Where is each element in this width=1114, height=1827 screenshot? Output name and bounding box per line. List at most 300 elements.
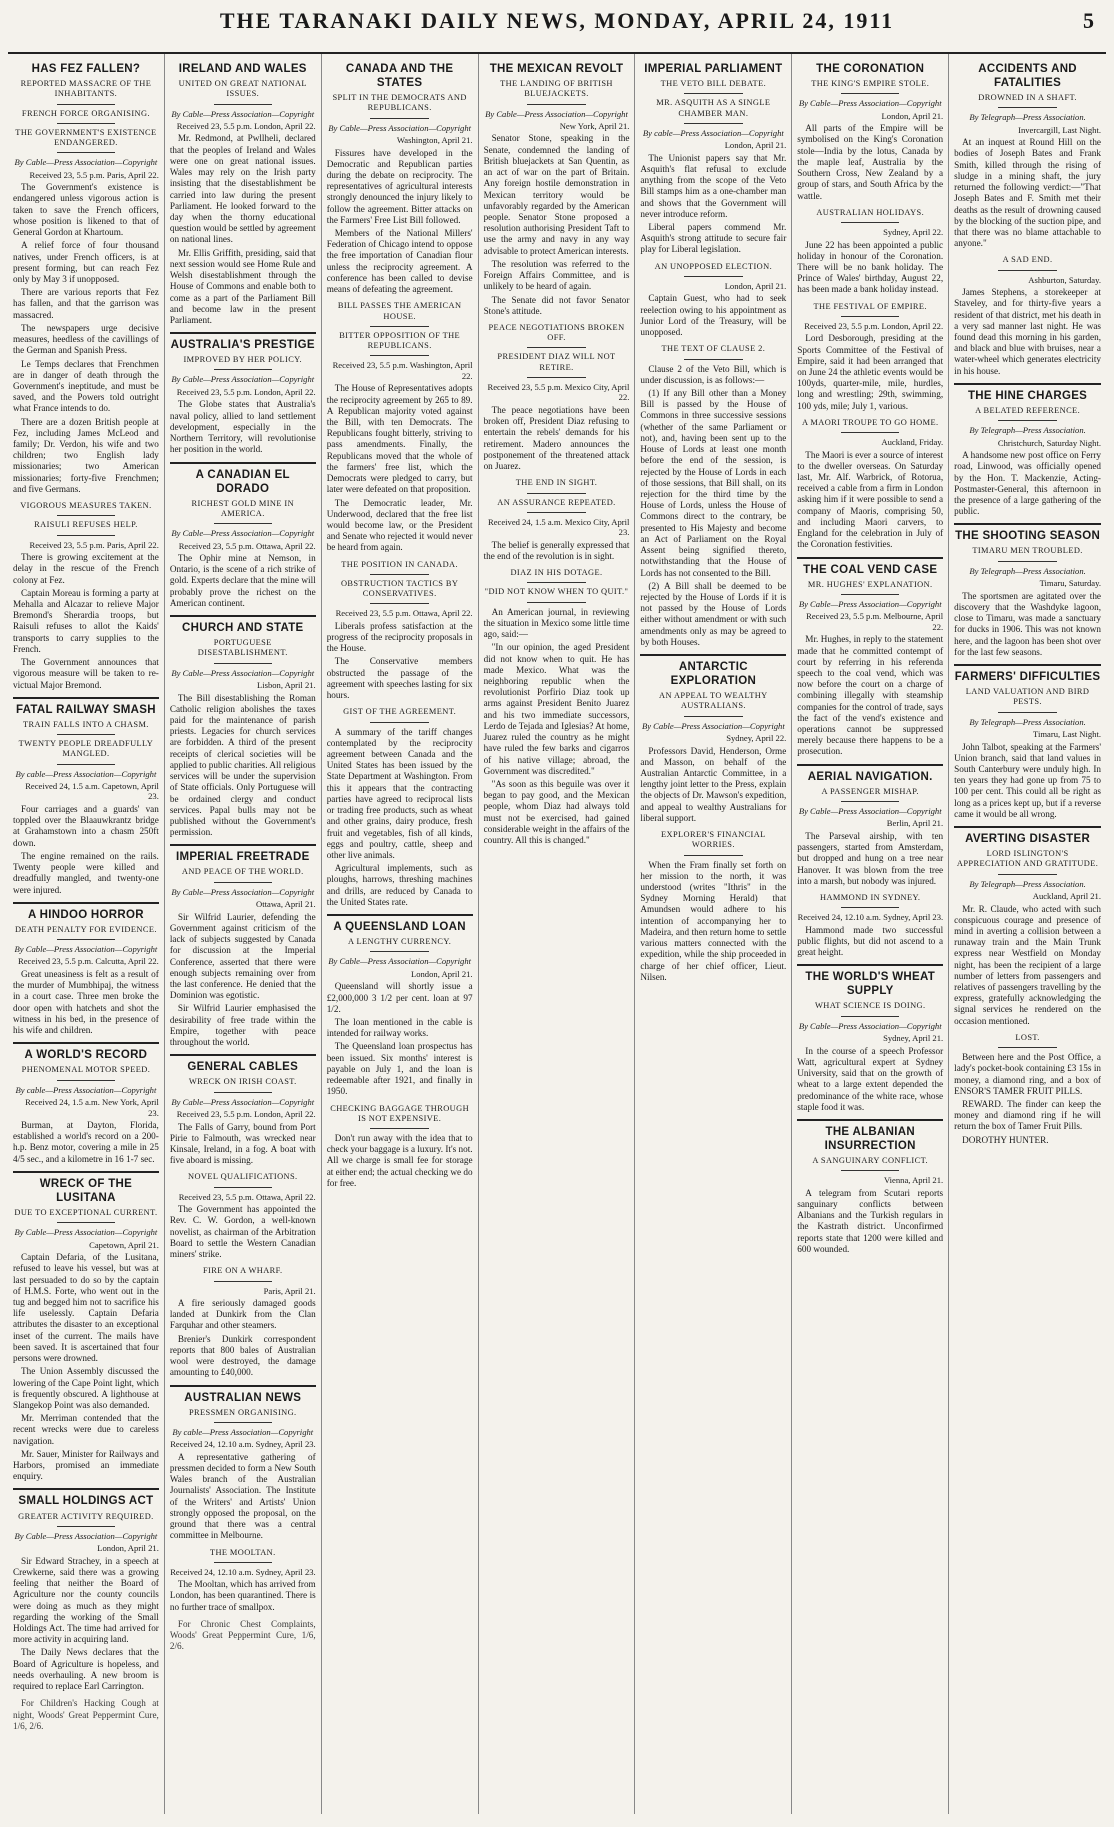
headline-rule: [13, 1042, 159, 1044]
article-paragraph: A summary of the tariff changes contemplated by the reciprocity agreement between Canada and the United States has been issued by the State Department at Washington. From this it appears that the contracting parties have agreed to reciprocal lists or trading free products, such as wheat and other grains, dairy produce, fresh fruit and vegetables, fish of all kinds, eggs and poultry, cattle, sheep and other live animals.: [326, 726, 473, 861]
article-dateline: Lisbon, April 21.: [256, 680, 316, 691]
subheading-rule: [214, 1281, 272, 1282]
article-subheading: PHENOMENAL MOTOR SPEED.: [21, 1065, 151, 1075]
article-dateline: Timaru, Last Night.: [1033, 729, 1101, 740]
article-paragraph: Senator Stone, speaking in the Senate, condemned the landing of British bluejackets at San Quentin, as an act of war on the part of Britain. Any foreign hostile demonstration in Mexican territory would be unfavorably regarded by the American people. Senator Stone proposed a resolution authorising President Taft to use the army and navy in any way advisable to protect American interests.: [483, 133, 630, 256]
subheading-rule: [370, 1128, 428, 1129]
headline-rule: [170, 462, 316, 464]
article-headline: HAS FEZ FALLEN?: [31, 63, 141, 75]
subheading-rule: [57, 123, 115, 124]
article-headline: AVERTING DISASTER: [965, 833, 1091, 846]
article-byline: By Telegraph—Press Association.: [969, 112, 1086, 123]
article-paragraph: The Bill disestablishing the Roman Catholic religion abolishes the taxes paid for the maintenance of parish priests. Legacies for church services are forbidden. A third of the present receipts of clerical societies will be applied to public charities. All religious services will be under the supervision of State officials. Only Portuguese will be ordained clergy and conduct services. Papal bulls may not be published without the Government's permission.: [169, 692, 316, 838]
article-dateline: Berlin, April 21.: [886, 818, 944, 829]
article-subheading: PORTUGUESE DISESTABLISHMENT.: [197, 638, 288, 658]
article-paragraph: A relief force of four thousand natives, under French officers, is at present forming, but can reach Fez only by May 3 if unopposed.: [13, 240, 159, 284]
article-subheading: AUSTRALIAN HOLIDAYS.: [816, 207, 925, 217]
article-byline: By Cable—Press Association—Copyright: [171, 528, 315, 539]
article-byline: By cable—Press Association—Copyright: [172, 1426, 314, 1437]
headline-rule: [170, 615, 316, 617]
article-body: [170, 553, 316, 609]
subheading-rule: [214, 1092, 272, 1093]
article-body: [327, 727, 473, 909]
article-paragraph: A handsome new post office on Ferry road, Linwood, was officially opened by the Hon. T. Mackenzie, Acting-Postmaster-General, this afternoon in the presence of a large gathering of the public.: [954, 450, 1101, 517]
article-headline: WRECK OF THE LUSITANA: [39, 1177, 133, 1204]
article-body: [797, 240, 943, 296]
article-paragraph: The loan mentioned in the cable is intended for railway works.: [326, 1017, 473, 1039]
article-byline: By Cable—Press Association—Copyright: [798, 1020, 942, 1031]
column-3: [322, 54, 479, 1814]
article-body: [484, 540, 630, 562]
article-paragraph: Clause 2 of the Veto Bill, which is under discussion, is as follows:—: [640, 363, 787, 385]
article-dateline: Christchurch, Saturday Night.: [997, 437, 1101, 448]
article-paragraph: James Stephens, a storekeeper at Staveley, and for thirty-five years a resident of that district, met his death in a very sad manner last night. He was found dead this morning in his garden, and black and blue with bruises, near a water-wheel which generates electricity in his house.: [954, 287, 1101, 376]
advertisement: [13, 1698, 159, 1732]
subheading-rule: [214, 1422, 272, 1423]
article-body: [170, 1579, 316, 1613]
article: [484, 478, 630, 562]
article: [13, 902, 159, 1037]
subheading-rule: [998, 270, 1057, 271]
article-subheading: A LENGTHY CURRENCY.: [348, 937, 452, 947]
article-dateline: Received 24, 1.5 a.m. Capetown, April 23.: [25, 781, 159, 802]
article: [170, 462, 316, 610]
article-byline: By Telegraph—Press Association.: [969, 878, 1086, 889]
article-byline: By Cable—Press Association—Copyright: [14, 943, 158, 954]
article-subheading: THE KING'S EMPIRE STOLE.: [811, 79, 930, 89]
article-dateline: New York, April 21.: [559, 121, 630, 131]
article-byline: By Cable—Press Association—Copyright: [171, 1096, 315, 1107]
article-body: [170, 912, 316, 1049]
article-subheading: AND PEACE OF THE WORLD.: [181, 867, 304, 877]
article-subheading: AN APPEAL TO WEALTHY AUSTRALIANS.: [659, 691, 768, 711]
article-subheading: MR. ASQUITH AS A SINGLE CHAMBER MAN.: [656, 98, 771, 118]
article-subheading: HAMMOND IN SYDNEY.: [820, 893, 921, 903]
article-byline: By Cable—Press Association—Copyright: [14, 157, 158, 168]
article-body: [13, 804, 159, 896]
subheading-rule: [841, 907, 899, 908]
article-paragraph: Mr. Redmond, at Pwllheli, declared that the peoples of Ireland and Wales were one on great national issues. Wales may rely on the Irish party insisting that the disestablishment be carried into law during the present Parliament. He looked forward to the day when the thorny educational question would be settled by agreement on national lines.: [169, 133, 316, 245]
article-headline: AUSTRALIA'S PRESTIGE: [170, 339, 315, 352]
article-subheading: A SAD END.: [1002, 255, 1053, 265]
subheading-rule: [57, 939, 115, 940]
article-body: [954, 1052, 1101, 1146]
article: [640, 62, 786, 256]
article-dateline: Received 23, 5.5 p.m. Mexico City, April 22.: [487, 381, 630, 403]
article-body: [954, 287, 1101, 377]
article-headline: AUSTRALIAN NEWS: [184, 1391, 302, 1404]
article-body: [797, 925, 943, 959]
article-subheading: MR. HUGHES' EXPLANATION.: [807, 579, 933, 589]
article: [13, 697, 159, 896]
article-paragraph: Mr. Hughes, in reply to the statement made that he committed contempt of court by referring in his referenda speech to the coal vend, which was now before the court on a charge of combining illegally with steamship companies for the control of trade, says the fact of the vend's existence and operations cannot be suppressed merely because there happens to be a prosecution.: [797, 634, 944, 757]
subheading-rule: [998, 874, 1057, 875]
subheading-rule: [370, 118, 428, 119]
subheading-rule: [527, 377, 585, 378]
subheading-rule: [684, 123, 742, 124]
subheading-rule: [998, 1047, 1057, 1048]
article-dateline: Received 23, 5.5 p.m. Paris, April 22.: [29, 539, 159, 550]
article-body: [484, 405, 630, 472]
article-dateline: Auckland, Friday.: [881, 437, 944, 448]
subheading-rule: [57, 1222, 115, 1223]
article-body: [327, 621, 473, 702]
article-paragraph: The House of Representatives adopts the reciprocity agreement by 265 to 89. A Republican majority voted against the Bill, with ten Democrats. The Republicans fought bitterly, striving to pass amendments. Finally, the Republicans moved that the whole of the farmers' free list, which the Democrats were pledged to carry, but later were defeated on that proposition.: [326, 383, 473, 495]
article-body: [484, 133, 630, 317]
article-byline: By Cable—Press Association—Copyright: [171, 886, 315, 897]
article-headline: CHURCH AND STATE: [182, 622, 304, 635]
article-subheading: REPORTED MASSACRE OF THE INHABITANTS.: [20, 79, 152, 99]
advertisement-text: For Children's Hacking Cough at night, Woods' Great Peppermint Cure, 1/6, 2/6.: [13, 1698, 159, 1731]
article-paragraph: The Mooltan, which has arrived from London, has been quarantined. There is no further trace of smallpox.: [169, 1579, 316, 1612]
subheading-rule: [841, 1016, 899, 1017]
subheading-rule: [57, 535, 115, 536]
article-body: [327, 981, 473, 1097]
article: [954, 255, 1101, 376]
article-headline: A CANADIAN EL DORADO: [195, 468, 290, 495]
article-subheading: LOST.: [1015, 1032, 1040, 1042]
article: [797, 557, 943, 758]
article-headline: AERIAL NAVIGATION.: [807, 770, 933, 783]
article-paragraph: Burman, at Dayton, Florida, established a world's record on a 200-h.p. Benz motor, covering a mile in 25 4/5 sec., and a kilometre in 16 1-7 sec.: [13, 1119, 159, 1164]
article-subheading: DUE TO EXCEPTIONAL CURRENT.: [14, 1207, 158, 1217]
article-dateline: Paris, April 21.: [263, 1285, 316, 1296]
article: [484, 568, 630, 846]
article-subheading: TRAIN FALLS INTO A CHASM.: [23, 719, 149, 729]
subheading-rule: [841, 432, 899, 433]
article-paragraph: DOROTHY HUNTER.: [962, 1134, 1049, 1145]
article: [170, 1385, 316, 1542]
article-paragraph: There are a dozen British people at Fez, including James McLeod and family; Dr. Verdon, his wife and two children; two English lady missionaries; two American missionaries; forty-five Frenchmen; and five Germans.: [13, 416, 159, 494]
article-headline: THE MEXICAN REVOLT: [489, 63, 624, 75]
article-body: [954, 137, 1101, 249]
article-paragraph: Sir Edward Strachey, in a speech at Crewkerne, said there was a growing feeling that neither the Board of Agriculture nor the county councils were doing as much as they might regarding the working of the Small Holdings Act. The time had arrived for more activity in acquiring land.: [13, 1555, 159, 1645]
article-headline: A QUEENSLAND LOAN: [333, 921, 466, 934]
page-number: 5: [1083, 8, 1094, 33]
article-body: [170, 133, 316, 326]
newspaper-title: THE TARANAKI DAILY NEWS, MONDAY, APRIL 24, 1911: [219, 8, 895, 33]
article-dateline: London, April 21.: [97, 1543, 159, 1554]
article-paragraph: The Maori is ever a source of interest to the dweller overseas. On Saturday last, Mr. Alf. Warbrick, of Rotorua, received a cable from a firm in London asking him if it were possible to send a company of Maoris, comprising 50, and including Maori carvers, to England for the celebration in July of the Coronation festivities.: [797, 449, 944, 550]
headline-rule: [797, 764, 943, 766]
article-headline: GENERAL CABLES: [187, 1061, 299, 1074]
article: [797, 764, 943, 887]
subheading-rule: [527, 512, 585, 513]
article-body: [13, 1252, 159, 1482]
subheading-rule: [214, 663, 272, 664]
article-body: [797, 1046, 943, 1113]
article-subheading: A MAORI TROUPE TO GO HOME.: [801, 417, 939, 427]
headline-rule: [13, 1488, 159, 1490]
article-subheading: THE POSITION IN CANADA.: [341, 559, 458, 569]
article-paragraph: The Falls of Garry, bound from Port Pirie to Falmouth, was wrecked near Kinsale, Ireland, in a fog. A boat with five aboard is missing.: [169, 1121, 316, 1166]
headline-rule: [13, 1171, 159, 1173]
subheading-rule: [841, 316, 899, 317]
article-paragraph: At an inquest at Round Hill on the bodies of Joseph Bates and Frank Smith, killed through the rising of sludge in a mining shaft, the jury returned the following verdict:—"That Joseph Bates and F. Smith met their deaths as the result of drowning caused by the blocking of the suction pipe, and that there was no blame attachable to anyone.": [954, 137, 1101, 249]
article-body: [954, 904, 1101, 1027]
article-paragraph: Sir Wilfrid Laurier emphasised the desirability of free trade within the Empire, together with peace throughout the world.: [169, 1003, 316, 1048]
article-dateline: Sydney, April 22.: [726, 733, 787, 744]
article-subheading: GIST OF THE AGREEMENT.: [343, 707, 457, 717]
subheading-rule: [998, 107, 1057, 108]
column-7: [949, 54, 1106, 1814]
article-byline: By cable—Press Association—Copyright: [642, 127, 784, 138]
headline-rule: [797, 1119, 943, 1121]
article: [170, 1548, 316, 1613]
article-headline: THE SHOOTING SEASON: [955, 530, 1101, 543]
article-byline: By Cable—Press Association—Copyright: [171, 667, 315, 678]
article-dateline: Sydney, April 22.: [883, 227, 944, 238]
article-subheading: AN UNOPPOSED ELECTION.: [654, 261, 773, 271]
article-byline: By Cable—Press Association—Copyright: [171, 374, 315, 385]
article-subheading: A BELATED REFERENCE.: [975, 405, 1081, 415]
article-body: [13, 552, 159, 691]
article-body: [954, 450, 1101, 517]
column-5: [635, 54, 792, 1814]
article-dateline: London, April 21.: [410, 968, 473, 979]
article-subheading: CHECKING BAGGAGE THROUGH IS NOT EXPENSIVE.: [330, 1103, 470, 1123]
article-subheading: PRESIDENT DIAZ WILL NOT RETIRE.: [497, 352, 616, 372]
article-subheading: UNITED ON GREAT NATIONAL ISSUES.: [178, 79, 307, 99]
article-body: [170, 1122, 316, 1167]
article-subheading: BITTER OPPOSITION OF THE REPUBLICANS.: [339, 330, 461, 351]
subheading-rule: [370, 951, 428, 952]
article-subheading: A PASSENGER MISHAP.: [821, 786, 919, 796]
article-paragraph: Four carriages and a guards' van toppled over the Blaauwkrantz bridge at Grahamstown into a chasm 250ft down.: [13, 803, 159, 848]
article-paragraph: The Senate did not favor Senator Stone's attitude.: [483, 294, 630, 316]
article-paragraph: The Ophir mine at Nemson, in Ontario, is the scene of a rich strike of gold. Experts declare that the mine will probably prove the richest on the American continent.: [169, 553, 316, 608]
subheading-rule: [841, 594, 899, 595]
article-subheading: THE VETO BILL DEBATE.: [660, 79, 767, 89]
article: [954, 62, 1101, 249]
subheading-rule: [214, 523, 272, 524]
article-paragraph: Liberal papers commend Mr. Asquith's strong attitude to secure fair play for Liberal legislation.: [640, 222, 787, 255]
article: [170, 1172, 316, 1260]
article-body: [797, 634, 943, 757]
article: [640, 262, 786, 339]
subheading-rule: [214, 1562, 272, 1563]
article-dateline: Received 23, 5.5 p.m. Ottawa, April 22.: [178, 540, 316, 551]
article-paragraph: Captain Moreau is forming a party at Mehalla and Alcazar to relieve Major Bremond's Sherardia troops, but Raisuli refuses to allot the Kaids' transports to carry supplies to the French.: [13, 587, 159, 654]
article-subheading: SPLIT IN THE DEMOCRATS AND REPUBLICANS.: [332, 93, 467, 113]
article-subheading: WHAT SCIENCE IS DOING.: [814, 1001, 926, 1011]
article-subheading: FIRE ON A WHARF.: [202, 1266, 283, 1276]
article-dateline: Received 23, 5.5 p.m. Melbourne, April 22.: [806, 611, 944, 632]
article-paragraph: Sir Wilfrid Laurier, defending the Government against criticism of the lack of subjects suggested by Canada for discussion at the Imperial Conference, asserted that there were enough subjects remaining over from the last conference. He denied that the Dominion was egotistic.: [169, 911, 316, 1001]
article-body: [13, 969, 159, 1036]
article: [484, 323, 630, 472]
article-body: [170, 1298, 316, 1379]
article-subheading: GREATER ACTIVITY REQUIRED.: [18, 1511, 154, 1521]
article-dateline: Vienna, April 21.: [883, 1175, 944, 1186]
headline-rule: [640, 654, 786, 656]
article-headline: A WORLD'S RECORD: [24, 1049, 148, 1062]
article: [13, 1171, 159, 1483]
masthead: [8, 0, 1106, 54]
article-byline: By Cable—Press Association—Copyright: [171, 108, 315, 119]
article-paragraph: There are various reports that Fez has fallen, and that the garrison was massacred.: [13, 287, 159, 320]
article-body: [170, 1452, 316, 1542]
article-byline: By Cable—Press Association—Copyright: [798, 98, 942, 109]
article-dateline: Received 24, 12.10 a.m. Sydney, April 23.: [170, 1439, 316, 1450]
article-byline: By Cable—Press Association—Copyright: [328, 956, 471, 967]
article-body: [327, 1133, 473, 1189]
article-paragraph: The newspapers urge decisive measures, heedless of the cavillings of the German and Spanish Press.: [13, 322, 159, 356]
article-body: [13, 1120, 159, 1165]
subheading-rule: [214, 369, 272, 370]
headline-rule: [170, 332, 316, 334]
article-body: [170, 399, 316, 455]
headline-rule: [170, 1054, 316, 1056]
subheading-rule: [57, 1080, 115, 1081]
article-dateline: Received 23, 5.5 p.m. Ottawa, April 22.: [178, 1191, 316, 1202]
headline-rule: [797, 964, 943, 966]
subheading-rule: [998, 420, 1057, 421]
article-subheading: TWENTY PEOPLE DREADFULLY MANGLED.: [18, 739, 154, 759]
article-dateline: London, April 21.: [881, 110, 944, 121]
headline-rule: [13, 697, 159, 699]
article-headline: A HINDOO HORROR: [27, 908, 144, 921]
subheading-rule: [684, 716, 742, 717]
newspaper-columns: [8, 54, 1106, 1814]
article-paragraph: Liberals profess satisfaction at the progress of the reciprocity proposals in the House.: [326, 620, 473, 654]
article-subheading: THE FESTIVAL OF EMPIRE.: [813, 301, 927, 311]
article: [13, 1488, 159, 1692]
subheading-rule: [684, 855, 742, 856]
article: [954, 523, 1101, 658]
article-body: [13, 182, 159, 495]
subheading-rule: [527, 602, 585, 603]
article-paragraph: Mr. Sauer, Minister for Railways and Harbors, promised an immediate enquiry.: [13, 1448, 159, 1482]
subheading-rule: [684, 359, 742, 360]
article-byline: By Cable—Press Association—Copyright: [798, 598, 942, 609]
subheading-rule: [527, 493, 585, 494]
article-paragraph: Don't run away with the idea that to check your baggage is a luxury. It's not. All we charge is small fee for storage at either end; the actual checking we do for free.: [326, 1133, 473, 1188]
headline-rule: [954, 664, 1101, 666]
article-dateline: Ashburton, Saturday.: [1028, 274, 1101, 285]
article-subheading: AN ASSURANCE REPEATED.: [497, 497, 616, 507]
article: [170, 62, 316, 326]
article-body: [327, 148, 473, 296]
article-subheading: FRENCH FORCE ORGANISING.: [21, 108, 150, 118]
article-headline: THE CORONATION: [816, 63, 925, 75]
article-body: [327, 383, 473, 553]
subheading-rule: [684, 93, 742, 94]
article-paragraph: "In our opinion, the aged President did not know when to quit. He has made Mexico. What was the neighboring republic when the revolutionist Porfirio Diaz took up arms against President Benito Juarez and his two immediate successors, Lerdo de Tejada and Iglesias? At home, Juarez ruled the country as he might have ruled the few barks and cigarros of his native village; abroad, the Government was discredited.": [483, 642, 630, 776]
article-paragraph: June 22 has been appointed a public holiday in honour of the Coronation. There will be no bank holiday. The Prince of Wales' birthday, August 22, has been made a bank holiday instead.: [797, 239, 944, 295]
article-subheading: DROWNED IN A SHAFT.: [978, 93, 1077, 103]
article-dateline: Ottawa, April 21.: [256, 899, 316, 910]
article-subheading: PEACE NEGOTIATIONS BROKEN OFF.: [488, 322, 625, 343]
article-paragraph: "As soon as this beguile was over it began to pay good, and the Mexican people, whom Diaz had always told must not be exercised, had gained considerable weight in the affairs of the country. All this is changed.": [483, 778, 630, 846]
article-paragraph: The Queensland loan prospectus has been issued. Six months' interest is payable on July 1, and the loan is redeemable after 1921, and finally in 1950.: [326, 1041, 473, 1097]
article-paragraph: When the Fram finally set forth on her mission to the north, it was understood (writes "Ithris" in the Sydney Morning Herald) that Amundsen would adhere to his intention of accompanying her to Madeira, and then return home to settle various matters connected with the expedition, while the ship proceeded in charge of her chief officer, Lieut. Nilsen.: [640, 859, 787, 982]
article: [797, 418, 943, 551]
article: [327, 62, 473, 295]
article: [797, 893, 943, 958]
article-paragraph: Fissures have developed in the Democratic and Republican parties during the debate on reciprocity. The representatives of agricultural interests strongly denounced the injury likely to follow the agreement. Bitter attacks on the Farmers' Free List Bill followed.: [326, 147, 473, 225]
article-paragraph: Members of the National Millers' Federation of Chicago intend to oppose the free importation of Canadian flour unless the reciprocity agreement. A conference has been called to devise means of defeating the agreement.: [326, 228, 473, 295]
article-subheading: THE TEXT OF CLAUSE 2.: [661, 344, 766, 354]
advertisement: [170, 1619, 316, 1653]
article: [170, 1266, 316, 1378]
article-paragraph: Mr. Merriman contended that the recent wrecks were due to careless navigation.: [13, 1413, 159, 1446]
article-dateline: Received 24, 1.5 a.m. Mexico City, April 23.: [487, 516, 630, 538]
article-subheading: NOVEL QUALIFICATIONS.: [188, 1172, 298, 1182]
article: [327, 301, 473, 553]
article-subheading: LORD ISLINGTON'S APPRECIATION AND GRATITUDE.: [956, 849, 1099, 869]
article: [640, 654, 786, 824]
headline-rule: [327, 914, 473, 916]
article-paragraph: An American journal, in reviewing the situation in Mexico some little time ago, said:—: [483, 606, 630, 640]
article-dateline: Invercargill, Last Night.: [1018, 124, 1101, 135]
subheading-rule: [57, 152, 115, 153]
advertisement-text: For Chronic Chest Complaints, Woods' Great Peppermint Cure, 1/6, 2/6.: [169, 1618, 316, 1652]
article-headline: IRELAND AND WALES: [178, 63, 307, 75]
article-body: [170, 693, 316, 839]
article-paragraph: Queensland will shortly issue a £2,000,000 3 1/2 per cent. loan at 97 1/2.: [326, 981, 473, 1014]
article-paragraph: The sportsmen are agitated over the discovery that the Washdyke lagoon, close to Timaru, was made a sanctuary for ducks in 1906. This was not known here, and the lagoon has been shot over for the last few seasons.: [954, 590, 1101, 657]
article-byline: By Telegraph—Press Association.: [969, 565, 1086, 576]
subheading-rule: [57, 515, 115, 516]
article-byline: By cable—Press Association—Copyright: [15, 1084, 157, 1095]
article-dateline: Timaru, Saturday.: [1039, 578, 1101, 589]
article-dateline: Received 24, 12.10 a.m. Sydney, April 23.: [170, 1566, 316, 1577]
article-paragraph: The engine remained on the rails. Twenty people were killed and dreadfully mangled, and twenty-one were injured.: [13, 850, 159, 895]
article-body: [13, 1556, 159, 1693]
article-paragraph: The Conservative members obstructed the passage of the agreement with speeches lasting for six hours.: [326, 656, 473, 701]
article: [954, 1033, 1101, 1146]
article-subheading: OBSTRUCTION TACTICS BY CONSERVATIVES.: [340, 578, 459, 599]
article-subheading: LAND VALUATION AND BIRD PESTS.: [965, 687, 1090, 707]
article-paragraph: Agricultural implements, such as ploughs, harrows, threshing machines and drills, are reduced by Canada to the United States rate.: [326, 863, 473, 907]
subheading-rule: [841, 222, 899, 223]
article-paragraph: (2) A Bill shall be deemed to be rejected by the House of Lords if it is not passed by the House of Lords either without amendment or with such amendments only as may be agreed to by both Houses.: [640, 580, 787, 647]
headline-rule: [954, 383, 1101, 385]
headline-rule: [170, 1385, 316, 1387]
article-paragraph: Captain Guest, who had to seek reelection owing to his appointment as Junior Lord of the Treasury, will be unopposed.: [640, 293, 787, 338]
article-body: [797, 831, 943, 887]
column-6: [792, 54, 949, 1814]
subheading-rule: [527, 347, 585, 348]
article-subheading: WRECK ON IRISH COAST.: [188, 1077, 297, 1087]
article-dateline: Received 23, 5.5 p.m. Calcutta, April 22.: [18, 956, 159, 967]
article-subheading: DEATH PENALTY FOR EVIDENCE.: [14, 924, 157, 934]
subheading-rule: [841, 1170, 899, 1171]
article-byline: By cable—Press Association—Copyright: [15, 768, 157, 779]
article-dateline: London, April 21.: [724, 280, 787, 291]
article-paragraph: John Talbot, speaking at the Farmers' Union branch, said that land values in South Canterbury were unduly high. In ten years they had gone up from 75 to 100 per cent. This could all be right as long as a prices kept up, but if a reverse came it would be all wrong.: [954, 741, 1101, 819]
article-paragraph: The peace negotiations have been broken off, President Diaz refusing to entertain the rebels' demands for his retirement. Madero announces the postponement of the threatened attack on Juarez.: [483, 404, 630, 472]
article-paragraph: The Unionist papers say that Mr. Asquith's flat refusal to exclude anything from the scope of the Veto Bill stamps him as a one-chamber man and shows that the Government will never introduce reform.: [640, 152, 787, 219]
article-paragraph: The Democratic leader, Mr. Underwood, declared that the free list would become law, or the President and Senate who rejected it would never be heard from again.: [326, 497, 473, 553]
article: [954, 383, 1101, 518]
subheading-rule: [684, 276, 742, 277]
article: [797, 62, 943, 202]
column-2: [165, 54, 322, 1814]
subheading-rule: [370, 574, 428, 575]
article-paragraph: (1) If any Bill other than a Money Bill is passed by the House of Commons in three successive sessions (whether of the same Parliament or not), and, having been sent up to the House of Lords at least one month before the end of the session, is rejected by the House of Lords in each of those sessions, that Bill shall, on its rejection for the third time by the House of Lords, unless the House of Commons direct to the contrary, be presented to His Majesty and become an Act of Parliament on the Royal Assent being signified thereto, notwithstanding that the House of Lords has not consented to the Bill.: [640, 388, 787, 578]
article-paragraph: The belief is generally expressed that the end of the revolution is in sight.: [483, 539, 630, 561]
article-body: [797, 333, 943, 412]
article-dateline: Received 24, 12.10 a.m. Sydney, April 23.: [797, 912, 944, 923]
headline-rule: [13, 902, 159, 904]
article-headline: THE COAL VEND CASE: [803, 563, 938, 576]
subheading-rule: [214, 104, 272, 105]
article-body: [640, 364, 786, 648]
article: [327, 560, 473, 702]
article-body: [954, 591, 1101, 658]
